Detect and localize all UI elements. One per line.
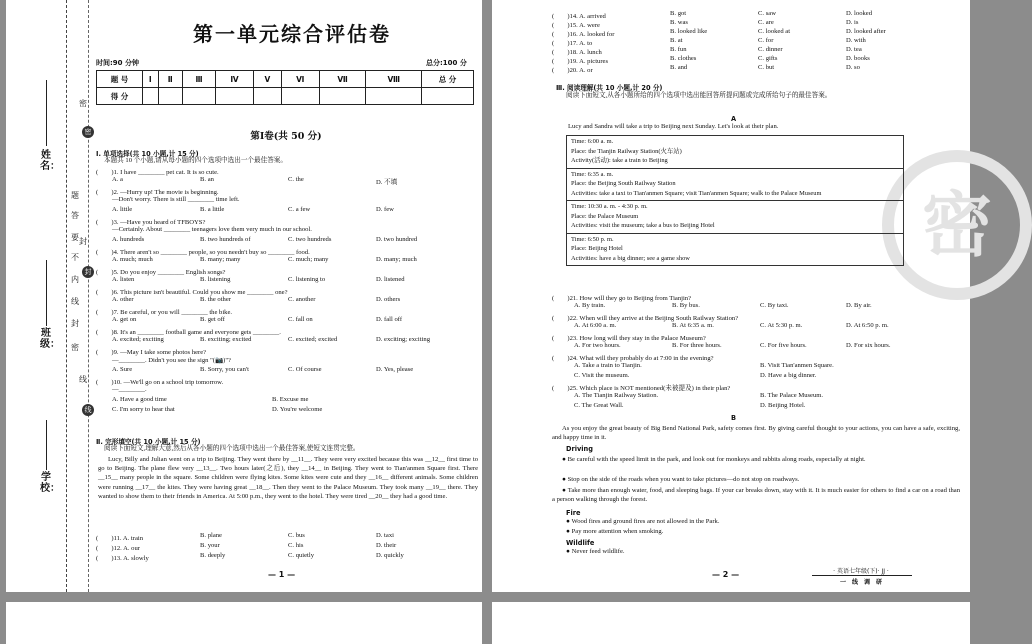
section2-title: Ⅱ. 完形填空(共 10 小题,计 15 分) xyxy=(96,438,201,446)
seal-dot: 密 xyxy=(82,126,94,138)
exam-title: 第一单元综合评估卷 xyxy=(193,22,391,46)
answer-option: C. fall on xyxy=(288,316,313,323)
answer-option: C. excited; excited xyxy=(288,336,338,343)
fire-tip: ● Pay more attention when smoking. xyxy=(566,528,664,535)
answer-option: A. The Tianjin Railway Station. xyxy=(574,392,659,399)
score-cell[interactable] xyxy=(182,88,215,105)
total-score: 总分:100 分 xyxy=(426,59,467,67)
schedule-line: Place: the Palace Museum xyxy=(571,212,639,220)
wildlife-tip: ● Never feed wildlife. xyxy=(566,548,625,555)
answer-option: B. Excuse me xyxy=(272,396,309,403)
question-stem: ( )9. —May I take some photos here? xyxy=(96,349,207,356)
question-stem: ( )6. This picture isn't beautiful. Could you show me ________ one? xyxy=(96,289,288,296)
question-stem-line2: —Certainly. About ________ teenagers love them very much in our school. xyxy=(112,226,312,233)
exam-page-1 xyxy=(6,0,482,592)
answer-option: A. For two hours. xyxy=(574,342,621,349)
reading-question: ( )24. What will they probably do at 7:00 in the evening? xyxy=(552,355,714,362)
answer-option: D. For six hours. xyxy=(846,342,891,349)
school-label: 学校： xyxy=(40,472,60,494)
score-cell[interactable] xyxy=(216,88,254,105)
driving-tip: ● Take more than enough water, food, and sleeping bags. If your car breaks down, stay with it. It is much easier for others to find a car on a road than a person walking through the forest. xyxy=(552,487,960,504)
fire-heading: Fire xyxy=(566,509,581,517)
question-stem: ( )2. —Hurry up! The movie is beginning. xyxy=(96,189,219,196)
score-cell[interactable] xyxy=(253,88,281,105)
answer-option: C. By taxi. xyxy=(760,302,789,309)
answer-option: C. gifts xyxy=(758,55,778,62)
binding-margin xyxy=(6,0,92,592)
score-cell[interactable] xyxy=(281,88,319,105)
school-field-line xyxy=(46,420,47,470)
schedule-line: Activity(活动): take a train to Beijing xyxy=(571,157,668,164)
cloze-item: ( )18. A. lunch xyxy=(552,49,602,56)
score-header: Ⅱ xyxy=(158,71,182,88)
answer-option: B. many; many xyxy=(200,256,241,263)
answer-option: C. but xyxy=(758,64,775,71)
seal-char: 封 xyxy=(71,319,79,328)
schedule-block xyxy=(567,233,903,266)
name-label: 姓名： xyxy=(40,150,60,172)
cloze-item: ( )19. A. pictures xyxy=(552,58,609,65)
answer-option: C. I'm sorry to hear that xyxy=(112,406,175,413)
cut-line xyxy=(66,0,67,592)
answer-option: B. two hundreds of xyxy=(200,236,251,243)
answer-option: D. By air. xyxy=(846,302,872,309)
answer-option: B. a little xyxy=(200,206,225,213)
schedule-line: Time: 6:00 a. m. xyxy=(571,138,614,145)
score-cell[interactable] xyxy=(143,88,159,105)
cloze-item: ( )11. A. train xyxy=(96,535,144,542)
answer-option: A. get on xyxy=(112,316,137,323)
footer-rule xyxy=(812,575,912,576)
answer-option: D. others xyxy=(376,296,401,303)
score-header: Ⅵ xyxy=(281,71,319,88)
answer-option: B. Sorry, you can't xyxy=(200,366,249,373)
cloze-passage: Lucy, Billy and Julian went on a trip to Beijing. They went there by __11__. They were very excited because this was __12__ first time to go to Beijing. The plane flew very __13__. Two hours later(之后), they __14__ in Beijing. They went to Tian'anmen Square first. There __15__ many people in the square. Some children were flying kites. Some kites were cute and they __16__ different animals. Some children were running __17__ the kites. They were having great __18__. Then they went to the Palace Museum. They took many __19__ there. They wanted to show them to their friends in America. At 5:00 p.m., they went to the hotel. They were tired __20__ they had a good time. xyxy=(98,456,478,500)
answer-option: D. Have a big dinner. xyxy=(760,372,817,379)
answer-option: A. Take a train to Tianjin. xyxy=(574,362,642,369)
fire-tip: ● Wood fires and ground fires are not allowed in the Park. xyxy=(566,518,720,525)
wildlife-heading: Wildlife xyxy=(566,539,595,547)
page-number: — 1 — xyxy=(268,570,296,579)
score-cell[interactable] xyxy=(319,88,366,105)
seal-char: 不 xyxy=(71,253,79,262)
time-limit: 时间:90 分钟 xyxy=(96,59,139,67)
score-cell[interactable] xyxy=(422,88,474,105)
class-label: 班级： xyxy=(40,328,60,350)
score-header: Ⅶ xyxy=(319,71,366,88)
schedule-line: Activities: take a taxi to Tian'anmen Square; visit Tian'anmen Square; walk to the Palace Museum xyxy=(571,189,822,197)
schedule-block xyxy=(567,168,903,201)
question-stem: ( )7. Be careful, or you will ________ the bike. xyxy=(96,309,233,316)
question-stem: ( )3. —Have you heard of TFBOYS? xyxy=(96,219,206,226)
schedule-block xyxy=(567,200,903,233)
answer-option: D. 不填 xyxy=(376,179,398,186)
answer-option: B. deeply xyxy=(200,552,226,559)
cloze-item: ( )17. A. to xyxy=(552,40,593,47)
answer-option: B. your xyxy=(200,542,220,549)
cloze-item: ( )12. A. our xyxy=(96,545,140,552)
answer-option: C. quietly xyxy=(288,552,315,559)
score-header: Ⅳ xyxy=(216,71,254,88)
answer-option: D. exciting; exciting xyxy=(376,336,431,343)
schedule-line: Activities: have a big dinner; see a game show xyxy=(571,254,690,262)
cloze-item: ( )14. A. arrived xyxy=(552,13,606,20)
cloze-item: ( )16. A. looked for xyxy=(552,31,615,38)
cloze-item: ( )20. A. or xyxy=(552,67,593,74)
seal-char: 要 xyxy=(71,233,79,242)
answer-option: C. are xyxy=(758,19,774,26)
answer-option: D. is xyxy=(846,19,859,26)
answer-option: C. much; many xyxy=(288,256,329,263)
answer-option: B. exciting; excited xyxy=(200,336,252,343)
answer-option: A. By train. xyxy=(574,302,606,309)
driving-tip: ● Be careful with the speed limit in the park, and look out for monkeys and rabbits along roads, especially at night. xyxy=(562,456,866,463)
answer-option: B. listening xyxy=(200,276,231,283)
answer-option: D. with xyxy=(846,37,866,44)
answer-option: C. the xyxy=(288,176,304,183)
answer-option: B. the other xyxy=(200,296,231,303)
answer-option: C. At 5:30 p. m. xyxy=(760,322,803,329)
answer-option: D. Yes, please xyxy=(376,366,414,373)
reading-question: ( )23. How long will they stay in the Palace Museum? xyxy=(552,335,706,342)
answer-option: D. looked xyxy=(846,10,873,17)
answer-option: B. fun xyxy=(670,46,687,53)
schedule-block xyxy=(567,136,903,168)
seal-line xyxy=(88,0,89,592)
question-stem: ( )10. —We'll go on a school trip tomorrow. xyxy=(96,379,224,386)
answer-option: D. few xyxy=(376,206,394,213)
answer-option: A. Sure xyxy=(112,366,133,373)
question-stem-line2: —Don't worry. There is still ________ time left. xyxy=(112,196,240,203)
passage-a-label: A xyxy=(731,115,737,123)
answer-option: D. fall off xyxy=(376,316,403,323)
answer-option: B. The Palace Museum. xyxy=(760,392,824,399)
section3-instructions: 阅读下面短文,从各小题所给的四个选项中选出能回答所提问题或完成所给句子的最佳答案。 xyxy=(566,92,832,99)
passage-a-intro: Lucy and Sandra will take a trip to Beijing next Sunday. Let's look at their plan. xyxy=(568,123,779,130)
answer-option: C. looked at xyxy=(758,28,791,35)
question-stem-line2: —________. xyxy=(112,386,147,393)
question-stem: ( )1. I have ________ pet cat. It is so cute. xyxy=(96,169,219,176)
answer-option: D. Beijing Hotel. xyxy=(760,402,806,409)
answer-option: C. bus xyxy=(288,532,305,539)
reading-question: ( )21. How will they go to Beijing from Tianjin? xyxy=(552,295,692,302)
schedule-line: Place: Beijing Hotel xyxy=(571,245,623,252)
answer-option: D. many; much xyxy=(376,256,417,263)
driving-tip: ● Stop on the side of the roads when you want to take pictures—do not stop on roadways. xyxy=(562,476,800,483)
class-field-line xyxy=(46,260,47,326)
passage-b-label: B xyxy=(731,414,737,422)
answer-option: D. quickly xyxy=(376,552,404,559)
answer-option: D. books xyxy=(846,55,870,62)
answer-option: B. By bus. xyxy=(672,302,700,309)
schedule-line: Time: 6:50 p. m. xyxy=(571,235,614,243)
answer-option: C. listening to xyxy=(288,276,326,283)
score-header: Ⅴ xyxy=(253,71,281,88)
schedule-line: Place: the Beijing South Railway Station xyxy=(571,180,676,187)
answer-option: C. two hundreds xyxy=(288,236,332,243)
seal-char: 答 xyxy=(71,211,79,220)
seal-char: 内 xyxy=(71,275,79,284)
answer-option: D. their xyxy=(376,542,397,549)
schedule-line: Place: the Tianjin Railway Station(火车站) xyxy=(571,147,682,155)
schedule-line: Time: 6:35 a. m. xyxy=(571,170,614,178)
answer-option: B. Visit Tian'anmen Square. xyxy=(760,362,834,369)
answer-option: B. At 6:35 a. m. xyxy=(672,322,714,329)
answer-option: A. Have a good time xyxy=(112,396,167,403)
answer-option: B. clothes xyxy=(670,55,697,62)
seal-dot: 封 xyxy=(82,266,94,278)
seal-char: 密 xyxy=(71,343,79,352)
seal-label: 线 xyxy=(79,375,87,384)
score-header: 总 分 xyxy=(422,71,474,88)
answer-option: C. for xyxy=(758,37,774,44)
answer-option: C. For five hours. xyxy=(760,342,807,349)
answer-option: D. two hundred xyxy=(376,236,418,243)
score-header: Ⅰ xyxy=(143,71,159,88)
answer-option: C. saw xyxy=(758,10,776,17)
score-row-label: 题 号 xyxy=(97,71,143,88)
seal-char: 题 xyxy=(71,191,79,200)
question-stem: ( )4. There aren't so ________ people, so you needn't buy so ________ food. xyxy=(96,249,310,256)
section3-title: Ⅲ. 阅读理解(共 10 小题,计 20 分) xyxy=(556,84,663,92)
answer-option: C. dinner xyxy=(758,46,783,53)
question-stem: ( )8. It's an ________ football game and everyone gets ________. xyxy=(96,329,281,336)
answer-option: B. get off xyxy=(200,316,225,323)
answer-option: C. his xyxy=(288,542,304,549)
answer-option: D. listened xyxy=(376,276,405,283)
answer-option: D. At 6:50 p. m. xyxy=(846,322,889,329)
seal-label: 密 xyxy=(79,99,87,108)
cloze-item: ( )13. A. slowly xyxy=(96,555,149,562)
answer-option: B. at xyxy=(670,37,683,44)
trip-schedule xyxy=(566,135,904,266)
reading-question: ( )25. Which place is NOT mentioned(未被提及) in their plan? xyxy=(552,385,731,392)
answer-option: A. hundreds xyxy=(112,236,145,243)
answer-option: C. a few xyxy=(288,206,311,213)
footer-course: · 英语七年级(下)· JJ · xyxy=(833,568,889,575)
score-cell[interactable] xyxy=(158,88,182,105)
answer-option: B. looked like xyxy=(670,28,708,35)
part1-title: 第Ⅰ卷(共 50 分) xyxy=(250,131,322,142)
page-number: — 2 — xyxy=(712,570,740,579)
answer-option: A. At 6:00 a. m. xyxy=(574,322,617,329)
reading-question: ( )22. When will they arrive at the Beijing South Railway Station? xyxy=(552,315,739,322)
section1-instructions: 本题共 10 个小题,请从每小题的四个选项中选出一个最佳答案。 xyxy=(104,157,287,164)
answer-option: A. listen xyxy=(112,276,135,283)
score-row-label: 得 分 xyxy=(97,88,143,105)
score-table xyxy=(96,70,474,105)
seal-label: 封 xyxy=(79,237,87,246)
answer-option: C. another xyxy=(288,296,316,303)
passage-b-intro: As you enjoy the great beauty of Big Bend National Park, safety comes first. By giving careful thought to your actions, you can have a safe, exciting, and happy time in it. xyxy=(552,425,960,442)
watermark-seal: 密 xyxy=(882,150,1032,300)
answer-option: D. so xyxy=(846,64,860,71)
seal-char: 线 xyxy=(71,297,79,306)
section2-instructions: 阅读下面短文,理解大意,然后从各小题的四个选项中选出一个最佳答案,使短文连贯完整。 xyxy=(104,445,360,452)
answer-option: A. much; much xyxy=(112,256,153,263)
schedule-line: Activities: visit the museum; take a bus to Beijing Hotel xyxy=(571,222,715,229)
answer-option: D. looked after xyxy=(846,28,886,35)
answer-option: A. a xyxy=(112,176,123,183)
score-header: Ⅲ xyxy=(182,71,215,88)
name-field-line xyxy=(46,80,47,146)
cloze-item: ( )15. A. were xyxy=(552,22,600,29)
answer-option: B. For three hours. xyxy=(672,342,722,349)
answer-option: A. other xyxy=(112,296,134,303)
question-stem: ( )5. Do you enjoy ________ English songs? xyxy=(96,269,226,276)
answer-option: B. an xyxy=(200,176,214,183)
answer-option: D. You're welcome xyxy=(272,406,323,413)
section1-title: Ⅰ. 单项选择(共 10 小题,计 15 分) xyxy=(96,150,199,158)
answer-option: C. Visit the museum. xyxy=(574,372,630,379)
score-header: Ⅷ xyxy=(366,71,422,88)
answer-option: A. little xyxy=(112,206,133,213)
answer-option: D. taxi xyxy=(376,532,394,539)
answer-option: B. and xyxy=(670,64,688,71)
next-page-preview-left xyxy=(6,602,482,644)
question-stem-line2: —________. Didn't you see the sign "(📷)"? xyxy=(112,357,231,364)
driving-heading: Driving xyxy=(566,445,593,453)
schedule-line: Time: 10:30 a. m. - 4:30 p. m. xyxy=(571,203,648,210)
answer-option: B. was xyxy=(670,19,688,26)
answer-option: D. tea xyxy=(846,46,862,53)
seal-dot: 线 xyxy=(82,404,94,416)
footer-publisher: 一 线 调 研 xyxy=(839,579,882,586)
answer-option: B. got xyxy=(670,10,687,17)
answer-option: B. plane xyxy=(200,532,222,539)
answer-option: A. excited; exciting xyxy=(112,336,164,343)
answer-option: C. The Great Wall. xyxy=(574,402,624,409)
score-cell[interactable] xyxy=(366,88,422,105)
answer-option: C. Of course xyxy=(288,366,322,373)
next-page-preview-right xyxy=(492,602,970,644)
